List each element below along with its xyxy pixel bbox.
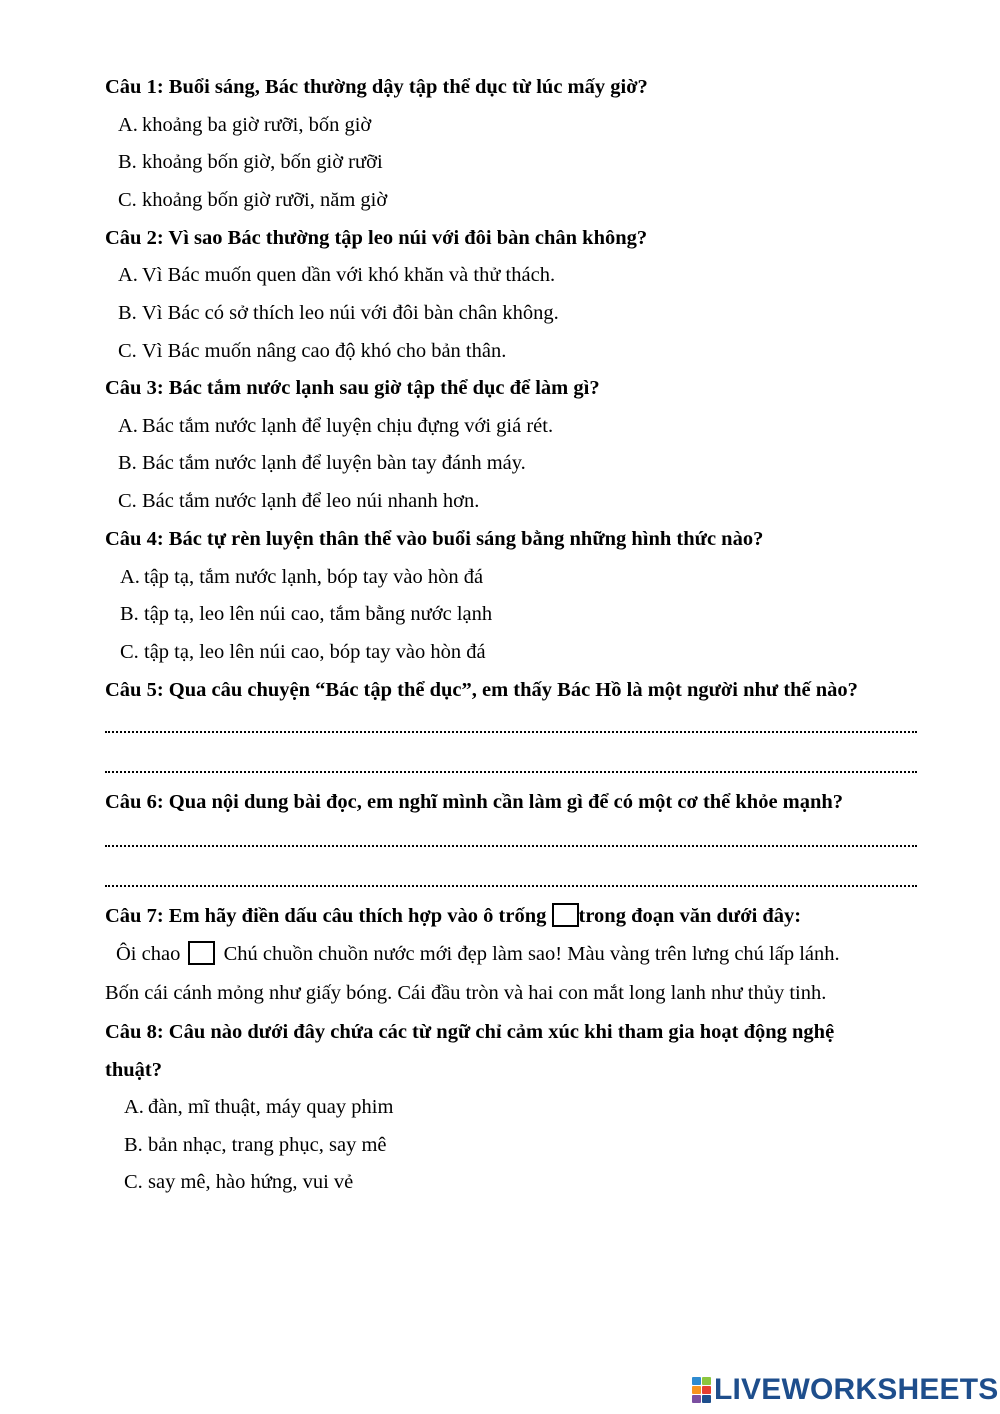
passage-line-1-rest: Chú chuồn chuồn nước mới đẹp làm sao! Màu vàng trên lưng chú lấp lánh. — [223, 943, 840, 965]
option-letter: A. — [120, 566, 140, 588]
question-1-title: Câu 1: Buổi sáng, Bác thường dậy tập thể dục từ lúc mấy giờ? — [105, 76, 648, 98]
liveworksheets-logo[interactable] — [692, 1375, 999, 1405]
logo-text: LIVEWORKSHEETS — [714, 1373, 999, 1406]
option-letter: A. — [118, 114, 138, 136]
question-8-title-line-2: thuật? — [105, 1059, 162, 1081]
option-text: tập tạ, leo lên núi cao, tắm bằng nước lạnh — [144, 603, 493, 625]
question-2-title: Câu 2: Vì sao Bác thường tập leo núi với đôi bàn chân không? — [105, 227, 648, 249]
question-7-title — [105, 903, 801, 928]
option-letter: B. — [118, 151, 137, 173]
option-text: Vì Bác muốn nâng cao độ khó cho bản thân. — [142, 340, 507, 362]
question-4-title: Câu 4: Bác tự rèn luyện thân thể vào buổi sáng bằng những hình thức nào? — [105, 528, 764, 550]
liveworksheets-logo-icon — [692, 1377, 711, 1403]
question-2-option-b[interactable] — [118, 301, 559, 325]
question-4-option-b[interactable] — [120, 602, 492, 626]
question-7-title-end: trong đoạn văn dưới đây: — [578, 905, 802, 927]
question-3-title: Câu 3: Bác tắm nước lạnh sau giờ tập thể dục để làm gì? — [105, 377, 600, 399]
question-5-title: Câu 5: Qua câu chuyện “Bác tập thể dục”, em thấy Bác Hồ là một người như thế nào? — [105, 679, 858, 701]
logo-square — [702, 1386, 711, 1394]
option-text: Bác tắm nước lạnh để luyện chịu đựng với giá rét. — [142, 415, 554, 437]
option-letter: B. — [124, 1134, 143, 1156]
option-letter: C. — [118, 490, 137, 512]
logo-square — [692, 1377, 701, 1385]
question-2-option-c[interactable] — [118, 339, 506, 363]
logo-square — [692, 1395, 701, 1403]
question-7-passage-line-2: Bốn cái cánh mỏng như giấy bóng. Cái đầu tròn và hai con mắt long lanh như thủy tinh. — [105, 982, 827, 1004]
option-letter: C. — [124, 1171, 143, 1193]
question-8-option-a[interactable] — [124, 1095, 393, 1119]
question-3-option-a[interactable] — [118, 414, 553, 438]
option-letter: B. — [118, 302, 137, 324]
question-5-answer-line-2[interactable] — [105, 768, 917, 773]
question-8-title-line-1: Câu 8: Câu nào dưới đây chứa các từ ngữ chỉ cảm xúc khi tham gia hoạt động nghệ — [105, 1021, 835, 1043]
question-7-passage-line-1 — [116, 941, 840, 966]
logo-square — [702, 1377, 711, 1385]
passage-exclamation: Ôi chao — [116, 943, 181, 965]
option-letter: C. — [118, 340, 137, 362]
question-2-option-a[interactable] — [118, 263, 555, 287]
question-6-title: Câu 6: Qua nội dung bài đọc, em nghĩ mình cần làm gì để có một cơ thể khỏe mạnh? — [105, 791, 844, 813]
option-text: Bác tắm nước lạnh để luyện bàn tay đánh máy. — [142, 452, 526, 474]
option-letter: C. — [118, 189, 137, 211]
logo-square — [702, 1395, 711, 1403]
option-letter: B. — [118, 452, 137, 474]
question-3-option-c[interactable] — [118, 489, 479, 513]
question-6-answer-line-1[interactable] — [105, 842, 917, 847]
option-text: Vì Bác muốn quen dần với khó khăn và thử thách. — [142, 264, 556, 286]
question-8-option-c[interactable] — [124, 1170, 353, 1194]
question-3-option-b[interactable] — [118, 451, 526, 475]
option-text: khoảng ba giờ rưỡi, bốn giờ — [142, 114, 372, 136]
option-text: đàn, mĩ thuật, máy quay phim — [148, 1096, 394, 1118]
question-4-option-c[interactable] — [120, 640, 486, 664]
question-8-option-b[interactable] — [124, 1133, 387, 1157]
option-letter: A. — [124, 1096, 144, 1118]
question-1-option-c[interactable] — [118, 188, 387, 212]
option-text: say mê, hào hứng, vui vẻ — [148, 1171, 354, 1193]
logo-square — [692, 1386, 701, 1394]
option-text: tập tạ, leo lên núi cao, bóp tay vào hòn đá — [144, 641, 486, 663]
option-letter: B. — [120, 603, 139, 625]
question-5-answer-line-1[interactable] — [105, 728, 917, 733]
option-letter: A. — [118, 415, 138, 437]
punctuation-answer-box[interactable] — [188, 941, 215, 965]
option-text: tập tạ, tắm nước lạnh, bóp tay vào hòn đá — [144, 566, 484, 588]
option-text: khoảng bốn giờ rưỡi, năm giờ — [142, 189, 388, 211]
question-4-option-a[interactable] — [120, 565, 483, 589]
option-text: khoảng bốn giờ, bốn giờ rưỡi — [142, 151, 383, 173]
option-text: Vì Bác có sở thích leo núi với đôi bàn chân không. — [142, 302, 559, 324]
question-6-answer-line-2[interactable] — [105, 882, 917, 887]
option-letter: A. — [118, 264, 138, 286]
option-text: bản nhạc, trang phục, say mê — [148, 1134, 387, 1156]
option-letter: C. — [120, 641, 139, 663]
question-1-option-b[interactable] — [118, 150, 383, 174]
question-7-title-start: Câu 7: Em hãy điền dấu câu thích hợp vào ô trống — [105, 905, 547, 927]
punctuation-box-example — [552, 903, 579, 927]
option-text: Bác tắm nước lạnh để leo núi nhanh hơn. — [142, 490, 480, 512]
question-1-option-a[interactable] — [118, 113, 371, 137]
